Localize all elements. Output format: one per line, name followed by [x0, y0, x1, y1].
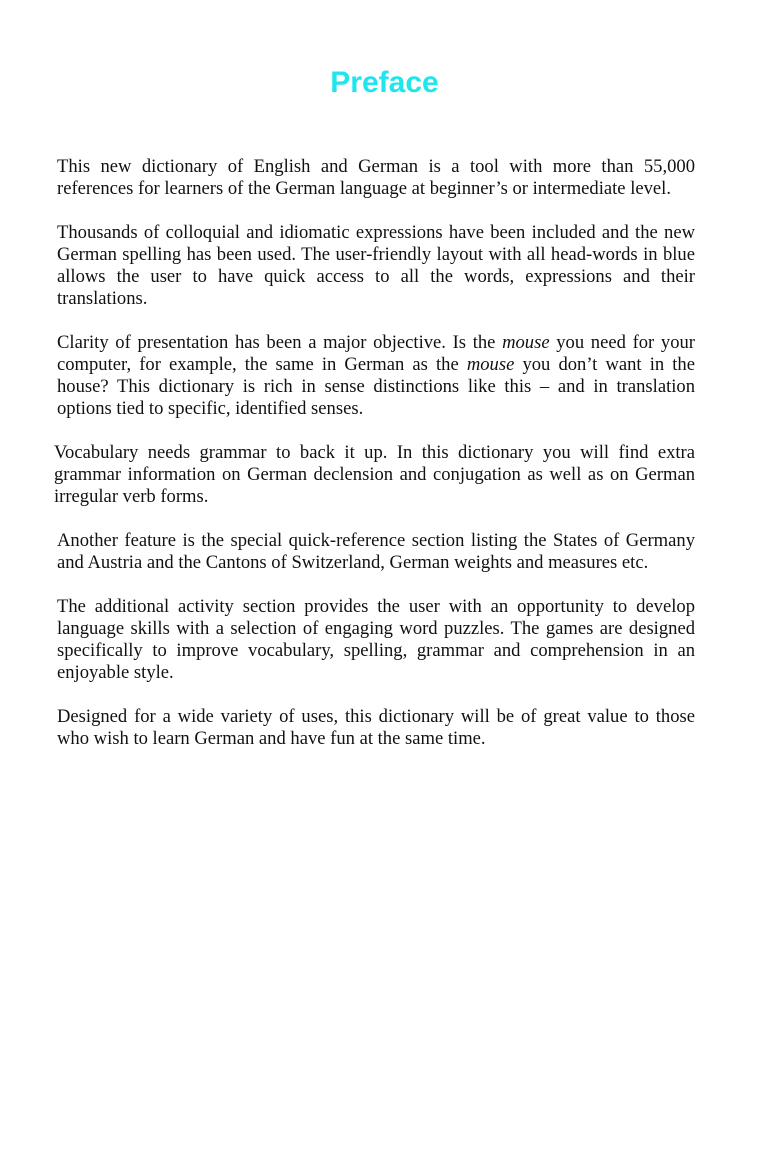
preface-body: [54, 156, 695, 772]
paragraph-quick-reference: Another feature is the special quick-reference section listing the States of Germany and Austria and the Cantons of Switzerland, German weights and measures etc.: [57, 530, 695, 573]
paragraph-clarity-part3: you don’t want in the house? This dictionary is rich in sense distinctions like this – and in translation options tied to specific, identified senses.: [57, 354, 695, 419]
paragraph-clarity-part2: you need for your computer, for example, the same in German as the: [57, 332, 695, 375]
paragraph-clarity-part1: Clarity of presentation has been a major objective. Is the: [57, 332, 503, 353]
page-title: Preface: [330, 66, 439, 99]
paragraph-activities: The additional activity section provides the user with an opportunity to develop language skills with a selection of engaging word puzzles. The games are designed specifically to improve vocabulary, spelling, grammar and comprehension in an enjoyable style.: [57, 596, 695, 683]
paragraph-closing: Designed for a wide variety of uses, this dictionary will be of great value to those who wish to learn German and have fun at the same time.: [57, 706, 695, 749]
paragraph-clarity: [57, 332, 695, 420]
emphasis-mouse-1: mouse: [502, 332, 550, 353]
paragraph-expressions: Thousands of colloquial and idiomatic expressions have been included and the new German spelling has been used. The user-friendly layout with all head-words in blue allows the user to have quick access to all the words, expressions and their translations.: [57, 222, 695, 309]
emphasis-mouse-2: mouse: [466, 354, 515, 375]
paragraph-intro: This new dictionary of English and German is a tool with more than 55,000 references for learners of the German language at beginner’s or intermediate level.: [57, 156, 695, 199]
paragraph-grammar: Vocabulary needs grammar to back it up. In this dictionary you will find extra grammar information on German declension and conjugation as well as on German irregular verb forms.: [54, 442, 695, 507]
